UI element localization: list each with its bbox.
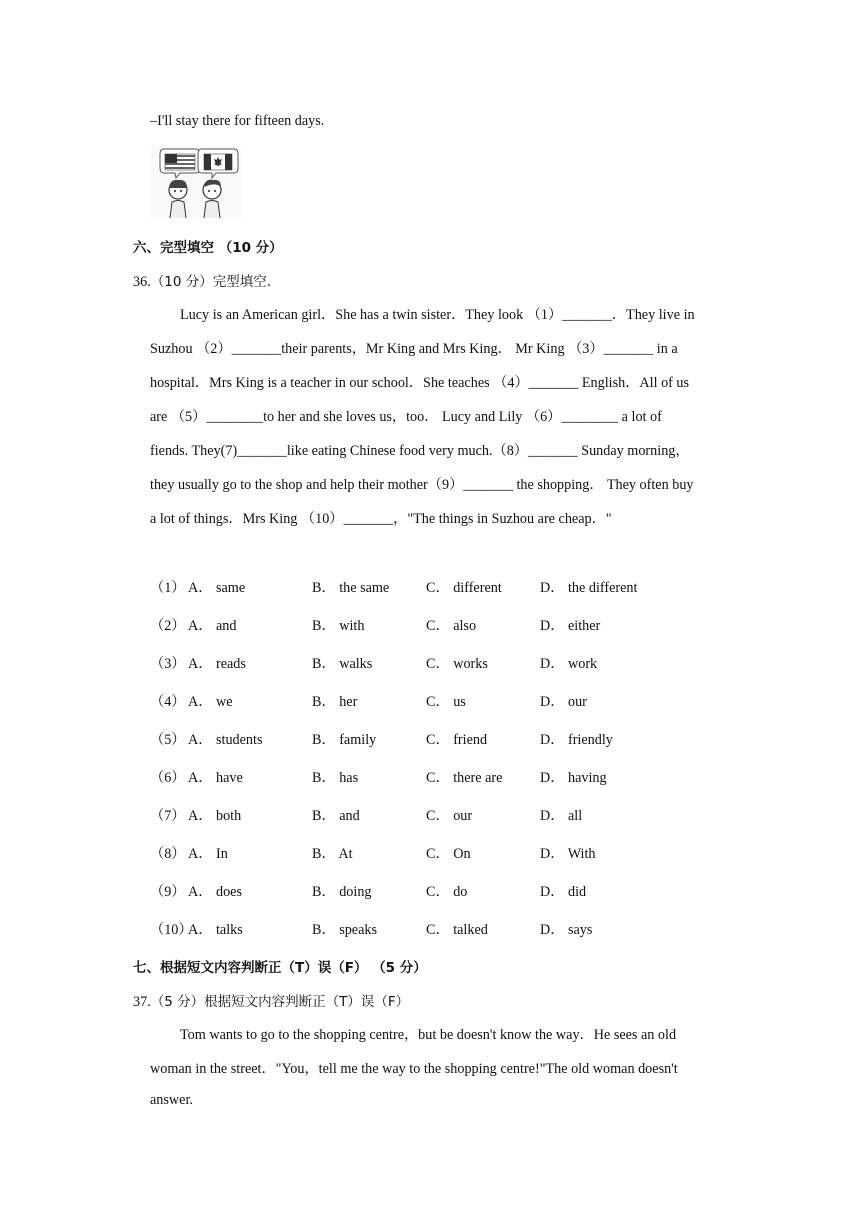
section-heading-true-false: 七、根据短文内容判断正（T）误（F） （5 分） — [133, 960, 427, 976]
option-a[interactable]: A． same — [188, 580, 246, 596]
option-row — [150, 615, 710, 635]
option-b[interactable]: B． her — [312, 694, 358, 710]
option-c[interactable]: C． there are — [426, 770, 503, 786]
option-c[interactable]: C． On — [426, 846, 471, 862]
option-c[interactable]: C． do — [426, 884, 468, 900]
passage-line — [150, 372, 730, 392]
option-c[interactable]: C． us — [426, 694, 466, 710]
option-row — [150, 843, 710, 863]
option-number: （7） — [150, 808, 186, 824]
option-d[interactable]: D． says — [540, 922, 593, 938]
option-number: （4） — [150, 694, 186, 710]
passage-line — [150, 304, 730, 324]
option-d[interactable]: D． all — [540, 808, 583, 824]
option-a[interactable]: A． both — [188, 808, 242, 824]
option-c[interactable]: C． different — [426, 580, 502, 596]
passage-text: Lucy is an American girl．She has a twin sister．They look （1）_______．They live in — [180, 307, 695, 323]
question-points: （10 分）完型填空. — [150, 274, 271, 290]
option-row — [150, 919, 710, 939]
option-d[interactable]: D． With — [540, 846, 596, 862]
passage-text: they usually go to the shop and help their mother（9）_______ the shopping． They often buy — [150, 477, 694, 493]
passage-text: hospital．Mrs King is a teacher in our school．She teaches （4）_______ English．All of us — [150, 375, 690, 391]
option-d[interactable]: D． our — [540, 694, 587, 710]
option-number: （5） — [150, 732, 186, 748]
option-c[interactable]: C． works — [426, 656, 488, 672]
option-b[interactable]: B． family — [312, 732, 377, 748]
passage-line — [150, 440, 730, 460]
option-d[interactable]: D． either — [540, 618, 601, 634]
option-d[interactable]: D． work — [540, 656, 598, 672]
option-a[interactable]: A． have — [188, 770, 243, 786]
option-row — [150, 767, 710, 787]
question-points: （5 分）根据短文内容判断正（T）误（F） — [150, 994, 410, 1010]
option-d[interactable]: D． did — [540, 884, 587, 900]
option-b[interactable]: B． walks — [312, 656, 373, 672]
passage-text: a lot of things．Mrs King （10）_______，"The things in Suzhou are cheap．" — [150, 511, 612, 527]
passage2-line — [150, 1024, 730, 1044]
option-c[interactable]: C． also — [426, 618, 477, 634]
option-a[interactable]: A． reads — [188, 656, 246, 672]
question-number: 36. — [133, 274, 151, 290]
option-b[interactable]: B． has — [312, 770, 359, 786]
dialogue-line: –I'll stay there for fifteen days. — [150, 113, 325, 129]
option-c[interactable]: C． our — [426, 808, 473, 824]
section-heading-cloze: 六、完型填空 （10 分） — [133, 240, 283, 256]
option-c[interactable]: C． talked — [426, 922, 488, 938]
passage2-line — [150, 1058, 730, 1078]
question-number: 37. — [133, 994, 151, 1010]
option-b[interactable]: B． the same — [312, 580, 390, 596]
canada-flag-icon — [204, 154, 232, 170]
option-a[interactable]: A． does — [188, 884, 242, 900]
option-b[interactable]: B． and — [312, 808, 360, 824]
question-header-36 — [133, 270, 271, 291]
passage-text: are （5）________to her and she loves us，too． Lucy and Lily （6）________ a lot of — [150, 409, 662, 425]
option-number: （8） — [150, 846, 186, 862]
option-row — [150, 577, 710, 597]
option-a[interactable]: A． and — [188, 618, 237, 634]
option-number: （2） — [150, 618, 186, 634]
option-row — [150, 805, 710, 825]
option-d[interactable]: D． the different — [540, 580, 638, 596]
passage-text: Suzhou （2）_______their parents，Mr King and Mrs King． Mr King （3）_______ in a — [150, 341, 678, 357]
passage-text: fiends. They(7)_______like eating Chinese food very much.（8）_______ Sunday morning， — [150, 443, 690, 459]
passage-line — [150, 474, 730, 494]
option-a[interactable]: A． In — [188, 846, 228, 862]
option-b[interactable]: B． At — [312, 846, 353, 862]
passage2-line — [150, 1092, 730, 1109]
option-d[interactable]: D． friendly — [540, 732, 613, 748]
passage2-text: woman in the street．"You，tell me the way to the shopping centre!"The old woman doesn't — [150, 1061, 678, 1077]
option-row — [150, 653, 710, 673]
option-d[interactable]: D． having — [540, 770, 607, 786]
passage2-text: Tom wants to go to the shopping centre，but be doesn't know the way．He sees an old — [180, 1027, 677, 1043]
option-row — [150, 691, 710, 711]
option-row — [150, 881, 710, 901]
option-b[interactable]: B． with — [312, 618, 365, 634]
passage-line — [150, 338, 730, 358]
passage-line — [150, 406, 730, 426]
passage-line — [150, 508, 730, 528]
option-b[interactable]: B． doing — [312, 884, 372, 900]
passage2-text: answer. — [150, 1092, 193, 1108]
kids-flags-drawing — [150, 146, 242, 218]
illustration-two-kids-flags — [150, 146, 242, 218]
option-number: （6） — [150, 770, 186, 786]
usa-flag-icon — [165, 154, 195, 170]
option-b[interactable]: B． speaks — [312, 922, 378, 938]
option-a[interactable]: A． students — [188, 732, 263, 748]
option-row — [150, 729, 710, 749]
option-number: （1） — [150, 580, 186, 596]
option-a[interactable]: A． talks — [188, 922, 243, 938]
option-number: （10） — [150, 922, 193, 938]
question-header-37 — [133, 990, 409, 1011]
option-a[interactable]: A． we — [188, 694, 233, 710]
option-number: （9） — [150, 884, 186, 900]
option-number: （3） — [150, 656, 186, 672]
option-c[interactable]: C． friend — [426, 732, 488, 748]
